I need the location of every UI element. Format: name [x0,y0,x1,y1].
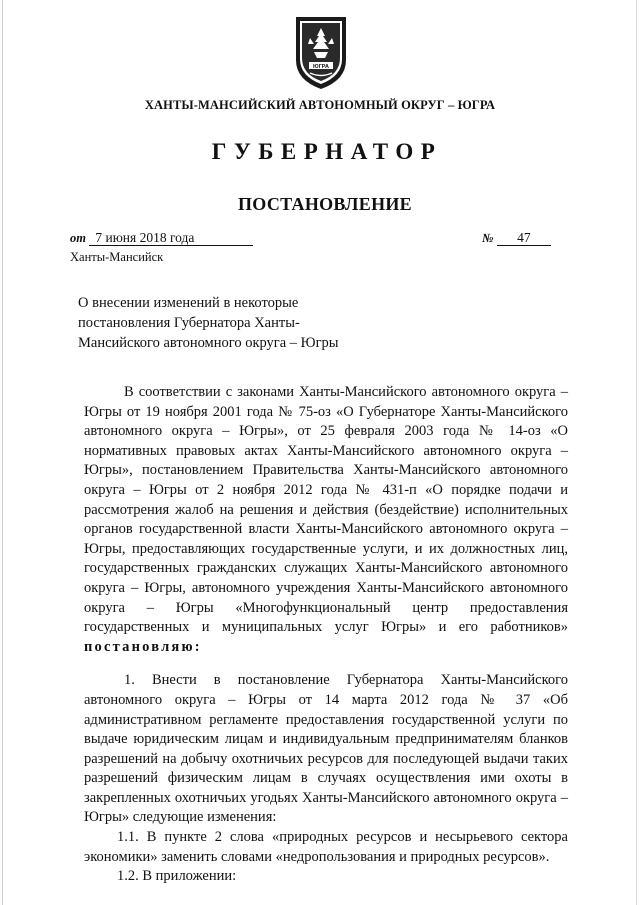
preamble-paragraph [84,383,568,657]
subject-line: постановления Губернатора Ханты- [78,315,300,331]
preamble-text: В соответствии с законами Ханты-Мансийского автономного округа – Югры от 19 ноября 2001 года № 75-оз «О Губернаторе Ханты-Мансийского автономного округа – Югры», от 25 февраля 2003 года № 14-оз «О нормативных правовых актах Ханты-Мансийского автономного округа – Югры», постановлением Правительства Ханты-Мансийского автономного округа – Югры от 2 ноября 2012 года № 431-п «О порядке подачи и рассмотрения жалоб на решения и действия (бездействие) исполнительных органов государственной власти Ханты-Мансийского автономного округа – Югры, предоставляющих государственные услуги, и их должностных лиц, государственных гражданских служащих Ханты-Мансийского автономного округа – Югры, автономного учреждения Ханты-Мансийского автономного округа – Югры «Многофункциональный центр предоставления государственных и муниципальных услуг Югры» и его работников» [84,384,568,636]
okrug-title: ХАНТЫ-МАНСИЙСКИЙ АВТОНОМНЫЙ ОКРУГ – ЮГРА [144,98,496,112]
date-label: от [70,231,86,245]
coat-of-arms-emblem [292,14,350,92]
decree-body [84,383,568,887]
emblem-text: ЮГРА [313,64,329,70]
item-1-1-paragraph: 1.1. В пункте 2 слова «природных ресурсов и несырьевого сектора экономики» заменить словами «недропользования и природных ресурсов». [84,829,568,865]
item-1-paragraph: 1. Внести в постановление Губернатора Ханты-Мансийского автономного округа – Югры от 14 марта 2012 года № 37 «Об административном регламенте предоставления государственной услуги по выдаче юридическим лицам и индивидуальным предпринимателям бланков разрешений на добычу охотничьих ресурсов для последующей выдачи таких разрешений физическим лицам в случаях осуществления ими охоты в закрепленных охотничьих угодьях Ханты-Мансийского автономного округа – Югры» следующие изменения: [84,672,568,826]
item-1-2-paragraph: 1.2. В приложении: [117,868,237,885]
subject-line: Мансийского автономного округа – Югры [78,335,339,351]
decree-heading: ПОСТАНОВЛЕНИЕ [238,194,412,214]
decree-subject [78,293,378,353]
number-value: 47 [497,230,551,246]
date-value: 7 июня 2018 года [89,230,253,246]
scan-edge-left [2,0,3,905]
resolve-word: постановляю: [84,638,202,655]
subject-line: О внесении изменений в некоторые [78,295,299,311]
decree-date [70,230,253,246]
decree-number [482,230,551,246]
number-label: № [482,231,494,245]
governor-heading: ГУБЕРНАТОР [211,139,443,164]
scan-edge-right [636,0,637,905]
city-name: Ханты-Мансийск [70,250,164,264]
